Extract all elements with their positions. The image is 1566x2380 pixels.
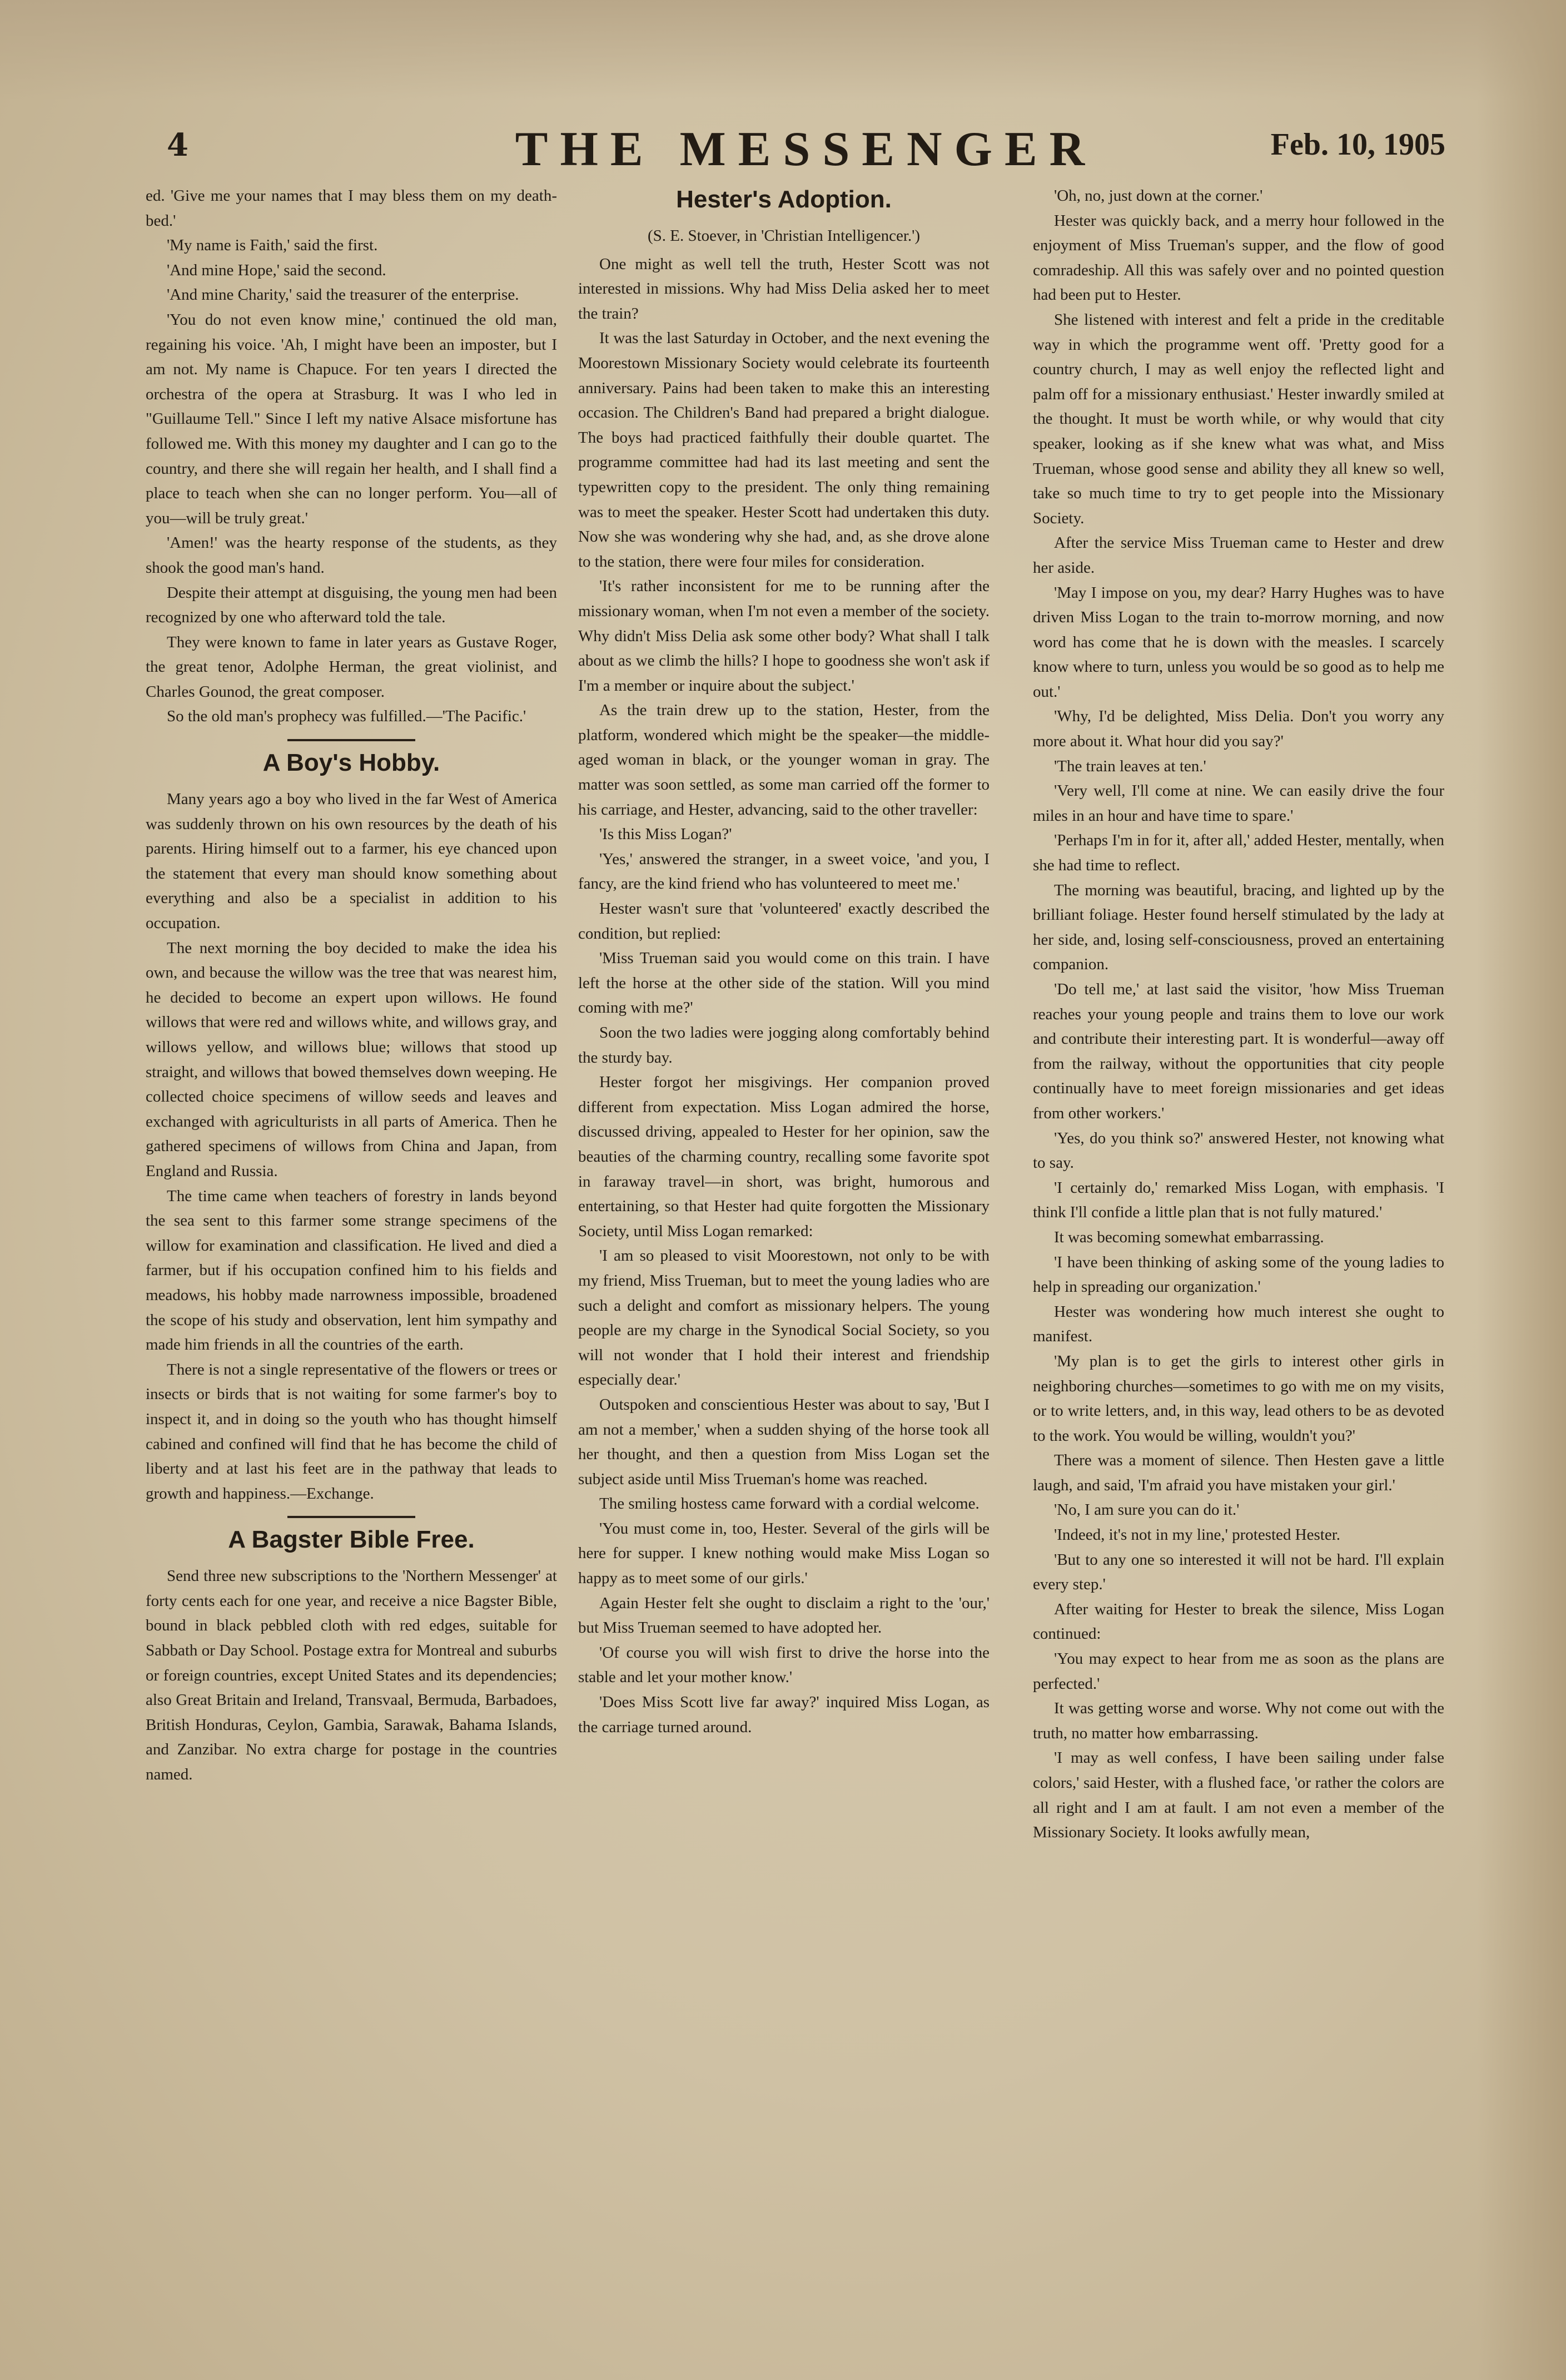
column-right — [1033, 184, 1444, 1845]
paragraph: Hester wasn't sure that 'volunteered' exactly described the condition, but replied: — [578, 900, 990, 943]
paragraph: There was a moment of silence. Then Hesten gave a little laugh, and said, 'I'm afraid you have mistaken your girl.' — [1033, 1451, 1444, 1494]
paragraph: 'Miss Trueman said you would come on this train. I have left the horse at the other side of the station. Will you mind coming with me?' — [578, 949, 990, 1017]
paragraph: 'Yes, do you think so?' answered Hester, not knowing what to say. — [1033, 1129, 1444, 1172]
paragraph: Many years ago a boy who lived in the far West of America was suddenly thrown on his own resources by the death of his parents. Hiring himself out to a farmer, his eye chanced upon the statement that every man should know something about everything and also be a specialist in addition to his occupation. — [146, 790, 557, 933]
paragraph: 'It's rather inconsistent for me to be running after the missionary woman, when I'm not even a member of the society. Why didn't Miss Delia ask some other body? What shall I talk about as we climb the hills? I hope to goodness she won't ask if I'm a member or inquire about the subject.' — [578, 577, 990, 695]
paragraph: 'Very well, I'll come at nine. We can easily drive the four miles in an hour and have time to spare.' — [1033, 782, 1444, 825]
paragraph: 'I have been thinking of asking some of the young ladies to help in spreading our organization.' — [1033, 1253, 1444, 1296]
paragraph: Outspoken and conscientious Hester was about to say, 'But I am not a member,' when a sudden shying of the horse took all her thought, and then a question from Miss Logan set the subject aside until Miss Trueman's home was reached. — [578, 1395, 990, 1488]
paragraph: 'You may expect to hear from me as soon as the plans are perfected.' — [1033, 1650, 1444, 1693]
paragraph: 'Why, I'd be delighted, Miss Delia. Don't you worry any more about it. What hour did you say?' — [1033, 707, 1444, 751]
paragraph: 'My plan is to get the girls to interest other girls in neighboring churches—sometimes to go with me on my visits, or to write letters, and, in this way, lead others to be as devoted to the work. You would be willing, wouldn't you?' — [1033, 1352, 1444, 1445]
page-header — [167, 121, 1445, 177]
paragraph: 'I certainly do,' remarked Miss Logan, with emphasis. 'I think I'll confide a little plan that is not fully matured.' — [1033, 1178, 1444, 1222]
paragraph: After the service Miss Trueman came to Hester and drew her aside. — [1033, 534, 1444, 577]
paragraph: 'And mine Hope,' said the second. — [167, 261, 386, 279]
paragraph: As the train drew up to the station, Hester, from the platform, wondered which might be the speaker—the middle-aged woman in black, or the younger woman in gray. The matter was soon settled, as some man carried off the former to his carriage, and Hester, advancing, said to the other traveller: — [578, 701, 990, 819]
paragraph: 'Is this Miss Logan?' — [599, 825, 732, 844]
paragraph: Soon the two ladies were jogging along comfortably behind the sturdy bay. — [578, 1024, 990, 1067]
masthead-title: THE MESSENGER — [515, 122, 1097, 176]
paragraph: There is not a single representative of the flowers or trees or insects or birds that is not waiting for some farmer's boy to inspect it, and in doing so the youth who has thought himself cabined and confined will find that he has become the child of liberty and at last his feet are in the pathway that leads to growth and happiness.—Exchange. — [146, 1360, 557, 1503]
paragraph: It was getting worse and worse. Why not come out with the truth, no matter how embarrassing. — [1033, 1699, 1444, 1742]
article-title-hesters-adoption: Hester's Adoption. — [676, 186, 892, 213]
paragraph: So the old man's prophecy was fulfilled.—'The Pacific.' — [167, 707, 526, 726]
paragraph: The next morning the boy decided to make the idea his own, and because the willow was the tree that was nearest him, he decided to become an expert upon willows. He found willows that were red and willows white, and willows gray, and willows yellow, and willows blue; willows that stood up straight, and willows that bowed themselves down weeping. He collected choice specimens of willow seeds and leaves and exchanged with agriculturists in all parts of America. Then he gathered specimens of willows from China and Japan, from England and Russia. — [146, 939, 557, 1180]
article-title-bagster-bible: A Bagster Bible Free. — [228, 1526, 475, 1554]
paragraph: Hester forgot her misgivings. Her companion proved different from expectation. Miss Logan admired the horse, discussed driving, appealed to Hester for her opinion, saw the beauties of the charming country, recalling some favorite spot in faraway travel—in short, was bright, humorous and entertaining, so that Hester had quite forgotten the Missionary Society, until Miss Logan remarked: — [578, 1073, 990, 1240]
paragraph: It was the last Saturday in October, and the next evening the Moorestown Missionary Society would celebrate its fourteenth anniversary. Pains had been taken to make this an interesting occasion. The Children's Band had prepared a bright dialogue. The boys had practiced faithfully their double quartet. The programme committee had had its last meeting and sent the typewritten copy to the president. The only thing remaining was to meet the speaker. Hester Scott had undertaken this duty. Now she was wondering why she had, and, as she drove alone to the station, there were four miles for consideration. — [578, 329, 990, 571]
paragraph: They were known to fame in later years as Gustave Roger, the great tenor, Adolphe Herman, the great violinist, and Charles Gounod, the great composer. — [146, 633, 557, 701]
paragraph: 'Indeed, it's not in my line,' protested Hester. — [1054, 1526, 1341, 1544]
paragraph: Despite their attempt at disguising, the young men had been recognized by one who afterward told the tale. — [146, 583, 557, 627]
paragraph: 'Oh, no, just down at the corner.' — [1054, 187, 1263, 205]
paragraph: 'But to any one so interested it will not be hard. I'll explain every step.' — [1033, 1550, 1444, 1594]
paper-stain — [0, 0, 1566, 100]
column-middle — [578, 184, 990, 1739]
paragraph: 'Of course you will wish first to drive the horse into the stable and let your mother know.' — [578, 1643, 990, 1687]
paragraph: Again Hester felt she ought to disclaim a right to the 'our,' but Miss Trueman seemed to have adopted her. — [578, 1594, 990, 1637]
paragraph: 'And mine Charity,' said the treasurer of the enterprise. — [167, 286, 519, 304]
byline: (S. E. Stoever, in 'Christian Intelligencer.') — [647, 227, 921, 245]
paragraph: Hester was wondering how much interest she ought to manifest. — [1033, 1302, 1444, 1346]
paragraph: 'Does Miss Scott live far away?' inquired Miss Logan, as the carriage turned around. — [578, 1693, 990, 1736]
paragraph: 'I am so pleased to visit Moorestown, not only to be with my friend, Miss Trueman, but to meet the young ladies who are such a delight and comfort as missionary helpers. The young people are my charge in the Synodical Social Society, so you will not wonder that I hold their interest and friendship especially dear.' — [578, 1247, 990, 1389]
paragraph: 'Yes,' answered the stranger, in a sweet voice, 'and you, I fancy, are the kind friend who has volunteered to meet me.' — [578, 850, 990, 893]
paragraph: Send three new subscriptions to the 'Northern Messenger' at forty cents each for one year, and receive a nice Bagster Bible, bound in black pebbled cloth with red edges, suitable for Sabbath or Day School. Postage extra for Montreal and suburbs or foreign countries, except United States and its dependencies; also Great Britain and Ireland, Transvaal, Bermuda, Barbadoes, British Honduras, Ceylon, Gambia, Sarawak, Bahama Islands, and Zanzibar. No extra charge for postage in the countries named. — [146, 1567, 557, 1784]
paragraph: 'My name is Faith,' said the first. — [167, 236, 378, 255]
paragraph: 'Do tell me,' at last said the visitor, 'how Miss Trueman reaches your young people and trains them to love our work and contribute their interesting part. It is wonderful—away off from the railway, without the opportunities that city people continually have to meet foreign missionaries and get ideas from other workers.' — [1033, 980, 1444, 1122]
paragraph: ed. 'Give me your names that I may bless them on my death-bed.' — [146, 187, 557, 230]
paragraph: One might as well tell the truth, Hester Scott was not interested in missions. Why had Miss Delia asked her to meet the train? — [578, 255, 990, 323]
paragraph: 'Perhaps I'm in for it, after all,' added Hester, mentally, when she had time to reflect. — [1033, 831, 1444, 875]
paragraph: 'You must come in, too, Hester. Several of the girls will be here for supper. I knew nothing would make Miss Logan so happy as to meet some of our girls.' — [578, 1519, 990, 1588]
paragraph: Hester was quickly back, and a merry hour followed in the enjoyment of Miss Trueman's supper, and the flow of good comradeship. All this was safely over and no pointed question had been put to Hester. — [1033, 211, 1444, 304]
issue-date: Feb. 10, 1905 — [1270, 127, 1445, 162]
paragraph: The time came when teachers of forestry in lands beyond the sea sent to this farmer some strange specimens of the willow for examination and classification. He lived and died a farmer, but if his occupation confined him to his fields and meadows, his hobby made narrowness impossible, broadened the scope of his study and observation, lent him sympathy and made him friends in all the countries of the earth. — [146, 1187, 557, 1354]
paragraph: 'The train leaves at ten.' — [1054, 757, 1206, 775]
paragraph: After waiting for Hester to break the silence, Miss Logan continued: — [1033, 1600, 1444, 1643]
paragraph: 'May I impose on you, my dear? Harry Hughes was to have driven Miss Logan to the train to-morrow morning, and now word has come that he is down with the measles. I scarcely know where to turn, unless you would be so good as to help me out.' — [1033, 583, 1444, 701]
section-divider — [287, 1516, 415, 1518]
paper-stain — [1477, 0, 1566, 2380]
paragraph: She listened with interest and felt a pride in the creditable way in which the programme went off. 'Pretty good for a country church, I may as well enjoy the reflected light and palm off for a missionary enthusiast.' Hester inwardly smiled at the thought. It must be worth while, or why would that city speaker, looking as if she knew what was what, and Miss Trueman, whose good sense and ability they all knew so well, take so much time to try to get people into the Missionary Society. — [1033, 310, 1444, 527]
article-title-boys-hobby: A Boy's Hobby. — [262, 749, 440, 777]
paragraph: The smiling hostess came forward with a cordial welcome. — [599, 1495, 980, 1513]
page-number: 4 — [167, 127, 188, 163]
paragraph: It was becoming somewhat embarrassing. — [1054, 1228, 1324, 1246]
paragraph: The morning was beautiful, bracing, and lighted up by the brilliant foliage. Hester found herself stimulated by the lady at her side, and, losing self-consciousness, proved an entertaining companion. — [1033, 881, 1444, 974]
section-divider — [287, 739, 415, 741]
paragraph: 'Amen!' was the hearty response of the students, as they shook the good man's hand. — [146, 534, 557, 577]
paragraph: 'You do not even know mine,' continued the old man, regaining his voice. 'Ah, I might have been an imposter, but I am not. My name is Chapuce. For ten years I directed the orchestra of the opera at Strasburg. It was I who led in "Guillaume Tell." Since I left my native Alsace misfortune has followed me. With this money my daughter and I can go to the country, and there she will regain her health, and I shall find a place to teach when she can no longer perform. You—all of you—will be truly great.' — [146, 310, 557, 527]
column-left — [146, 184, 557, 1787]
paragraph: 'No, I am sure you can do it.' — [1054, 1501, 1240, 1519]
paragraph: 'I may as well confess, I have been sailing under false colors,' said Hester, with a flushed face, 'or rather the colors are all right and I am at fault. I am not even a member of the Missionary Society. It looks awfully mean, — [1033, 1749, 1444, 1842]
